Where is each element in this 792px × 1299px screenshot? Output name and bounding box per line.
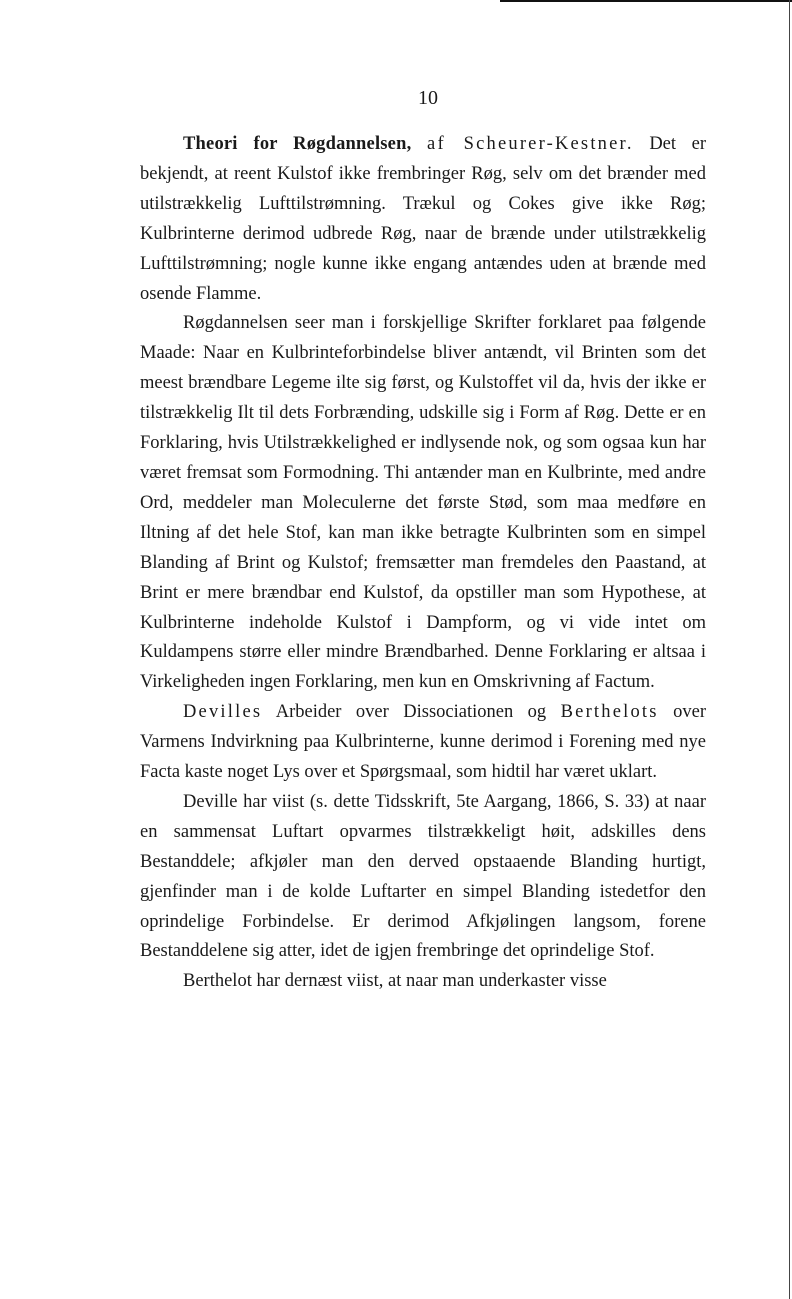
paragraph-4: Deville har viist (s. dette Tidsskrift, 5te Aargang, 1866, S. 33) at naar en sammensat Luftart opvarmes tilstrækkeligt høit, adskilles dens Bestanddele; afkjøler man den derved opstaaende Blanding hurtigt, gjenfinder man i de kolde Luftarter en simpel Blanding istedetfor den oprindelige Forbindelse. Er derimod Afkjølingen langsom, forene Bestanddelene sig atter, idet de igjen frembringe det oprindelige Stof. (140, 791, 706, 962)
name-deville: Devilles (183, 702, 263, 723)
paragraph-1-text: Det er bekjendt, at reent Kulstof ikke frembringer Røg, selv om det brænder med utilstrækkelig Lufttilstrømning. Trækul og Cokes give ikke Røg; Kulbrinterne derimod udbrede Røg, naar de brænde under utilstrækkelig Lufttilstrømning; nogle kunne ikke engang antændes uden at brænde med osende Flamme. (140, 134, 707, 304)
page-number: 10 (418, 87, 438, 109)
right-border-line (789, 0, 790, 1299)
top-border-line (500, 0, 792, 2)
heading-author: af Scheurer-Kestner. (427, 134, 634, 154)
paragraph-2: Røgdannelsen seer man i forskjellige Skrifter forklaret paa følgende Maade: Naar en Kulbrinteforbindelse bliver antændt, vil Brinten som det meest brændbare Legeme ilte sig først, og Kulstoffet vil da, hvis der ikke er tilstrækkelig Ilt til dets Forbrænding, udskille sig i Form af Røg. Dette er en Forklaring, hvis Utilstrækkelighed er indlysende nok, og som ogsaa kun har været fremsat som Formodning. Thi antænder man en Kulbrinte, med andre Ord, meddeler man Moleculerne det første Stød, som maa medføre en Iltning af det hele Stof, kan man ikke betragte Kulbrinten som en simpel Blanding af Brint og Kulstof; fremsætter man fremdeles den Paastand, at Brint er mere brændbar end Kulstof, da opstiller man som Hypothese, at Kulbrinterne indeholde Kulstof i Dampform, og vi vide intet om Kuldampens større eller mindre Brændbarhed. Denne Forklaring er altsaa i Virkeligheden ingen Forklaring, men kun en Omskrivning af Factum. (140, 313, 706, 693)
paragraph-3-mid: Arbeider over Dissociationen og (262, 702, 561, 723)
paragraph-3-text: over Varmens Indvirkning paa Kulbrinterne, kunne derimod i Forening med nye Facta kaste noget Lys over et Spørgsmaal, som hidtil har været uklart. (140, 702, 707, 783)
paragraph-5: Berthelot har dernæst viist, at naar man underkaster visse (183, 971, 607, 992)
section-heading: Theori for Røgdannelsen, (183, 134, 412, 154)
article-body (140, 130, 706, 997)
name-berthelot: Berthelots (560, 702, 659, 723)
paragraph-1 (140, 130, 706, 309)
paragraph-3 (140, 698, 706, 788)
